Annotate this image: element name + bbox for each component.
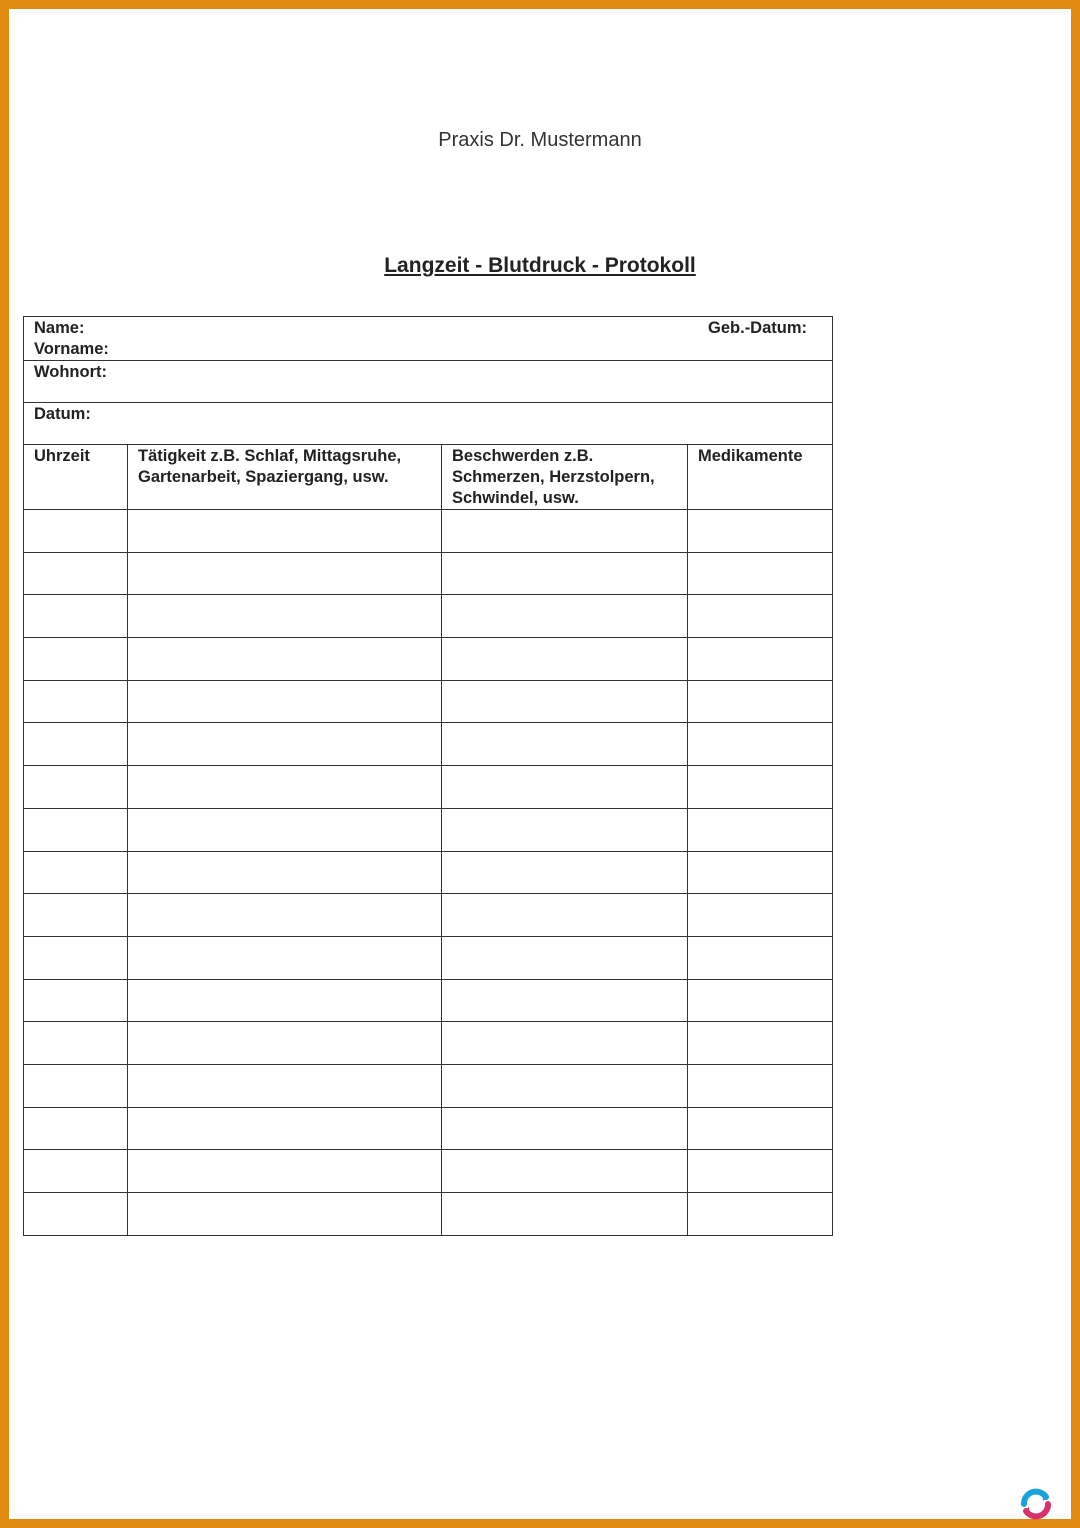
taetigkeit-cell[interactable]: [128, 638, 442, 681]
taetigkeit-cell[interactable]: [128, 1193, 442, 1236]
beschwerden-cell[interactable]: [442, 979, 688, 1022]
column-header-line: Gartenarbeit, Spaziergang, usw.: [138, 468, 389, 486]
taetigkeit-cell[interactable]: [128, 1107, 442, 1150]
taetigkeit-cell[interactable]: [128, 1022, 442, 1065]
taetigkeit-cell[interactable]: [128, 979, 442, 1022]
uhrzeit-cell[interactable]: [24, 894, 128, 937]
table-row: [24, 1150, 833, 1193]
name-label: Name:: [34, 319, 85, 337]
taetigkeit-cell[interactable]: [128, 723, 442, 766]
column-header-taetigkeit: [128, 445, 442, 510]
medikamente-cell[interactable]: [688, 1193, 833, 1236]
table-row: [24, 851, 833, 894]
vorname-label: Vorname:: [34, 340, 109, 358]
medikamente-cell[interactable]: [688, 638, 833, 681]
beschwerden-cell[interactable]: [442, 723, 688, 766]
medikamente-cell[interactable]: [688, 723, 833, 766]
taetigkeit-cell[interactable]: [128, 894, 442, 937]
beschwerden-cell[interactable]: [442, 808, 688, 851]
table-row: [24, 595, 833, 638]
column-header-line: Beschwerden z.B.: [452, 447, 594, 465]
taetigkeit-cell[interactable]: [128, 595, 442, 638]
medikamente-cell[interactable]: [688, 979, 833, 1022]
table-row: [24, 1107, 833, 1150]
table-row: [24, 766, 833, 809]
column-header-medikamente: [688, 445, 833, 510]
beschwerden-cell[interactable]: [442, 552, 688, 595]
taetigkeit-cell[interactable]: [128, 552, 442, 595]
medikamente-cell[interactable]: [688, 894, 833, 937]
taetigkeit-cell[interactable]: [128, 510, 442, 553]
medikamente-cell[interactable]: [688, 510, 833, 553]
uhrzeit-cell[interactable]: [24, 808, 128, 851]
uhrzeit-cell[interactable]: [24, 638, 128, 681]
practice-name: Praxis Dr. Mustermann: [438, 129, 642, 151]
uhrzeit-cell[interactable]: [24, 552, 128, 595]
column-header-row: [24, 445, 833, 510]
uhrzeit-cell[interactable]: [24, 1064, 128, 1107]
table-row: [24, 723, 833, 766]
wohnort-field[interactable]: [24, 361, 833, 403]
table-row: [24, 1022, 833, 1065]
taetigkeit-cell[interactable]: [128, 808, 442, 851]
column-header-line: Schwindel, usw.: [452, 489, 579, 507]
taetigkeit-cell[interactable]: [128, 680, 442, 723]
column-header-uhrzeit: [24, 445, 128, 510]
medikamente-cell[interactable]: [688, 680, 833, 723]
column-header-line: Uhrzeit: [34, 447, 90, 465]
uhrzeit-cell[interactable]: [24, 1107, 128, 1150]
table-row: [24, 1064, 833, 1107]
medikamente-cell[interactable]: [688, 595, 833, 638]
table-row: [24, 680, 833, 723]
uhrzeit-cell[interactable]: [24, 979, 128, 1022]
beschwerden-cell[interactable]: [442, 851, 688, 894]
uhrzeit-cell[interactable]: [24, 510, 128, 553]
medikamente-cell[interactable]: [688, 766, 833, 809]
datum-label: Datum:: [34, 405, 91, 423]
beschwerden-cell[interactable]: [442, 1107, 688, 1150]
taetigkeit-cell[interactable]: [128, 766, 442, 809]
taetigkeit-cell[interactable]: [128, 851, 442, 894]
medikamente-cell[interactable]: [688, 851, 833, 894]
table-row: [24, 894, 833, 937]
medikamente-cell[interactable]: [688, 1107, 833, 1150]
taetigkeit-cell[interactable]: [128, 1064, 442, 1107]
uhrzeit-cell[interactable]: [24, 595, 128, 638]
beschwerden-cell[interactable]: [442, 894, 688, 937]
beschwerden-cell[interactable]: [442, 1150, 688, 1193]
circular-arrows-logo-icon: [1018, 1486, 1054, 1522]
table-row: [24, 808, 833, 851]
column-header-line: Tätigkeit z.B. Schlaf, Mittagsruhe,: [138, 447, 402, 465]
beschwerden-cell[interactable]: [442, 510, 688, 553]
uhrzeit-cell[interactable]: [24, 723, 128, 766]
table-row: [24, 936, 833, 979]
table-row: [24, 638, 833, 681]
taetigkeit-cell[interactable]: [128, 936, 442, 979]
table-row: [24, 979, 833, 1022]
table-row: [24, 552, 833, 595]
protocol-table: [23, 316, 833, 1236]
uhrzeit-cell[interactable]: [24, 936, 128, 979]
datum-field[interactable]: [24, 403, 833, 445]
uhrzeit-cell[interactable]: [24, 766, 128, 809]
uhrzeit-cell[interactable]: [24, 680, 128, 723]
wohnort-label: Wohnort:: [34, 363, 108, 381]
medikamente-cell[interactable]: [688, 808, 833, 851]
medikamente-cell[interactable]: [688, 552, 833, 595]
beschwerden-cell[interactable]: [442, 638, 688, 681]
beschwerden-cell[interactable]: [442, 936, 688, 979]
name-row: [24, 317, 833, 361]
medikamente-cell[interactable]: [688, 1022, 833, 1065]
document-title: Langzeit - Blutdruck - Protokoll: [384, 254, 696, 277]
wohnort-row: [24, 361, 833, 403]
beschwerden-cell[interactable]: [442, 680, 688, 723]
uhrzeit-cell[interactable]: [24, 1022, 128, 1065]
uhrzeit-cell[interactable]: [24, 851, 128, 894]
beschwerden-cell[interactable]: [442, 1022, 688, 1065]
name-field[interactable]: [24, 317, 833, 361]
column-header-line: Schmerzen, Herzstolpern,: [452, 468, 655, 486]
medikamente-cell[interactable]: [688, 1064, 833, 1107]
uhrzeit-cell[interactable]: [24, 1150, 128, 1193]
geb-datum-label: Geb.-Datum:: [708, 319, 808, 337]
beschwerden-cell[interactable]: [442, 766, 688, 809]
datum-row: [24, 403, 833, 445]
column-header-line: Medikamente: [698, 447, 803, 465]
medikamente-cell[interactable]: [688, 1150, 833, 1193]
taetigkeit-cell[interactable]: [128, 1150, 442, 1193]
medikamente-cell[interactable]: [688, 936, 833, 979]
table-row: [24, 1193, 833, 1236]
beschwerden-cell[interactable]: [442, 1064, 688, 1107]
beschwerden-cell[interactable]: [442, 595, 688, 638]
column-header-beschwerden: [442, 445, 688, 510]
beschwerden-cell[interactable]: [442, 1193, 688, 1236]
uhrzeit-cell[interactable]: [24, 1193, 128, 1236]
table-row: [24, 510, 833, 553]
